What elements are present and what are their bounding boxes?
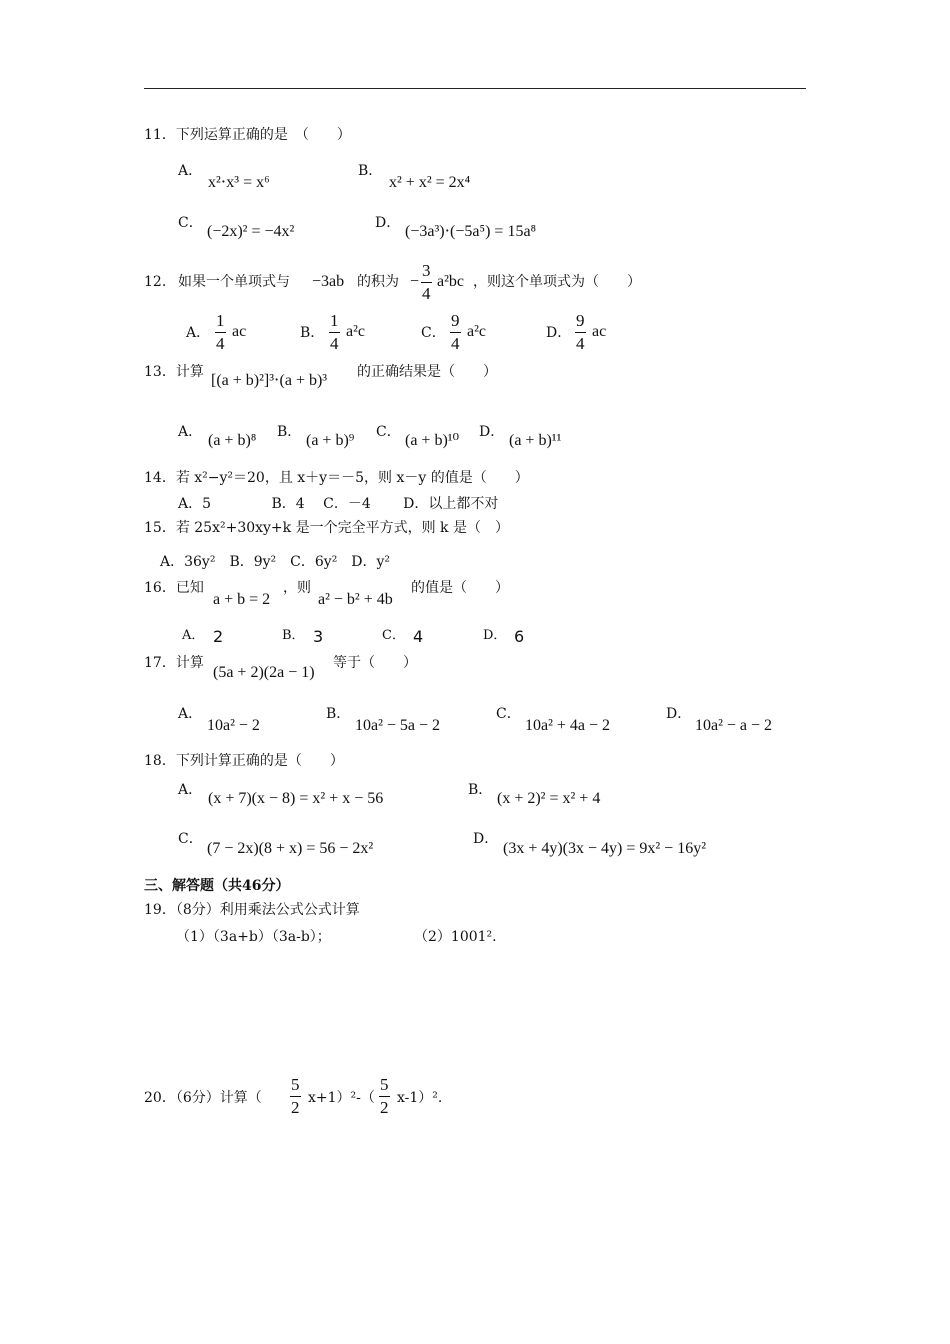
q16-text-post: 的值是（ ） [411, 580, 509, 596]
q18-c-label: C． [178, 831, 203, 847]
q12-c-numerator: 9 [450, 312, 461, 333]
q12-a-expr: ac [232, 323, 247, 340]
q20-text-mid: x+1）²-（ [308, 1090, 375, 1106]
q17-number: 17．计算 [144, 655, 204, 671]
q16-a-label: A． [182, 628, 205, 643]
q11-b-label: B． [358, 163, 383, 179]
q13-number: 13．计算 [144, 364, 204, 380]
q20-fraction-2-denominator: 2 [380, 1098, 389, 1117]
q19-stem: 19．（8分）利用乘法公式公式计算 [144, 902, 360, 918]
q13-text-post: 的正确结果是（ ） [357, 364, 497, 380]
q12-b-numerator: 1 [329, 312, 340, 333]
q19-part1: （1）（3a+b）（3a-b）； [176, 929, 331, 945]
q16-condition: a + b = 2 [213, 591, 271, 608]
q17-a-expr: 10a² − 2 [207, 717, 260, 734]
q12-fraction-numerator: 3 [421, 262, 432, 283]
q20-fraction-1 [290, 1076, 301, 1117]
q16-expr: a² − b² + 4b [318, 591, 393, 608]
q12-d-fraction [575, 312, 586, 353]
q18-stem: 18．下列计算正确的是（ ） [144, 753, 344, 769]
q14-options: A．5 B．4 C．－4 D．以上都不对 [178, 496, 499, 512]
q12-b-denominator: 4 [330, 334, 339, 353]
q12-product-tail: a²bc [437, 273, 464, 290]
q20-fraction-2-numerator: 5 [379, 1076, 390, 1097]
q13-b-label: B． [277, 424, 302, 440]
q11-c-label: C． [178, 215, 203, 231]
q17-b-label: B． [326, 706, 351, 722]
q17-a-label: A． [178, 706, 203, 722]
q12-a-denominator: 4 [216, 334, 225, 353]
q20-text-post: x-1）². [397, 1090, 443, 1106]
q11-d-expr: (−3a³)⋅(−5a⁵) = 15a⁸ [405, 223, 537, 240]
q12-b-fraction [329, 312, 340, 353]
q18-a-label: A． [178, 782, 203, 798]
q12-negative-sign: − [410, 273, 420, 290]
q12-c-expr: a²c [467, 323, 486, 340]
q16-c-label: C． [382, 628, 405, 643]
q12-d-label: D． [546, 325, 572, 341]
q12-b-label: B． [300, 325, 325, 341]
q11-stem: 11．下列运算正确的是 （ ） [144, 127, 351, 143]
header-rule [144, 88, 806, 89]
section-title: 三、解答题（共46分） [144, 878, 290, 894]
q19-part2: （2）1001². [414, 929, 497, 945]
q12-c-denominator: 4 [451, 334, 460, 353]
q12-c-fraction [450, 312, 461, 353]
q16-text-mid: ，则 [283, 580, 311, 596]
q13-c-expr: (a + b)¹⁰ [405, 432, 459, 449]
q13-d-label: D． [479, 424, 505, 440]
q17-d-expr: 10a² − a − 2 [695, 717, 773, 734]
q11-a-expr: x²⋅x³ = x⁶ [208, 174, 270, 191]
q12-fraction-denominator: 4 [422, 284, 431, 303]
q15-options: A．36y² B．9y² C．6y² D．y² [160, 554, 391, 570]
q12-fraction [421, 262, 432, 303]
q18-d-expr: (3x + 4y)(3x − 4y) = 9x² − 16y² [503, 840, 706, 857]
q12-d-denominator: 4 [576, 334, 585, 353]
q12-a-fraction [215, 312, 226, 353]
q14-stem: 14．若 x²−y²＝20，且 x＋y＝－5，则 x－y 的值是（ ） [144, 470, 529, 486]
q18-b-expr: (x + 2)² = x² + 4 [497, 790, 601, 807]
q16-d-label: D． [483, 628, 507, 643]
q20-fraction-1-numerator: 5 [290, 1076, 301, 1097]
q17-c-label: C． [496, 706, 521, 722]
q12-d-expr: ac [592, 323, 607, 340]
q20-text-pre: 20．（6分）计算（ [144, 1090, 262, 1106]
q13-expr: [(a + b)²]³⋅(a + b)³ [211, 372, 328, 389]
q13-b-expr: (a + b)⁹ [306, 432, 355, 449]
q12-b-expr: a²c [346, 323, 365, 340]
q12-monomial: −3ab [312, 273, 345, 290]
q20-fraction-1-denominator: 2 [291, 1098, 300, 1117]
q18-b-label: B． [468, 782, 493, 798]
q16-c-value: 4 [413, 627, 424, 646]
q18-c-expr: (7 − 2x)(8 + x) = 56 − 2x² [207, 840, 374, 857]
q16-d-value: 6 [514, 627, 525, 646]
q17-d-label: D． [666, 706, 692, 722]
q12-a-numerator: 1 [215, 312, 226, 333]
q16-b-label: B． [282, 628, 305, 643]
q12-number: 12． [144, 274, 176, 290]
q12-d-numerator: 9 [575, 312, 586, 333]
q12-text-post: ，则这个单项式为（ ） [473, 274, 641, 290]
q12-text-pre: 如果一个单项式与 [178, 274, 290, 290]
q11-b-expr: x² + x² = 2x⁴ [389, 174, 471, 191]
q11-d-label: D． [375, 215, 401, 231]
q13-a-expr: (a + b)⁸ [208, 432, 257, 449]
q17-expr: (5a + 2)(2a − 1) [213, 664, 315, 681]
q17-b-expr: 10a² − 5a − 2 [355, 717, 441, 734]
q12-a-label: A． [186, 325, 211, 341]
q15-stem: 15．若 25x²+30xy+k 是一个完全平方式，则 k 是（ ） [144, 520, 509, 536]
q11-c-expr: (−2x)² = −4x² [207, 223, 295, 240]
q17-c-expr: 10a² + 4a − 2 [525, 717, 611, 734]
q13-a-label: A． [178, 424, 203, 440]
q18-d-label: D． [473, 831, 499, 847]
q16-b-value: 3 [313, 627, 324, 646]
q13-c-label: C． [376, 424, 401, 440]
q16-a-value: 2 [213, 627, 224, 646]
q12-text-mid: 的积为 [357, 274, 399, 290]
q13-d-expr: (a + b)¹¹ [509, 432, 562, 449]
q17-text-post: 等于（ ） [333, 655, 417, 671]
q18-a-expr: (x + 7)(x − 8) = x² + x − 56 [208, 790, 384, 807]
q16-number: 16．已知 [144, 580, 204, 596]
q11-a-label: A． [178, 163, 203, 179]
q20-fraction-2 [379, 1076, 390, 1117]
q12-c-label: C． [421, 325, 446, 341]
